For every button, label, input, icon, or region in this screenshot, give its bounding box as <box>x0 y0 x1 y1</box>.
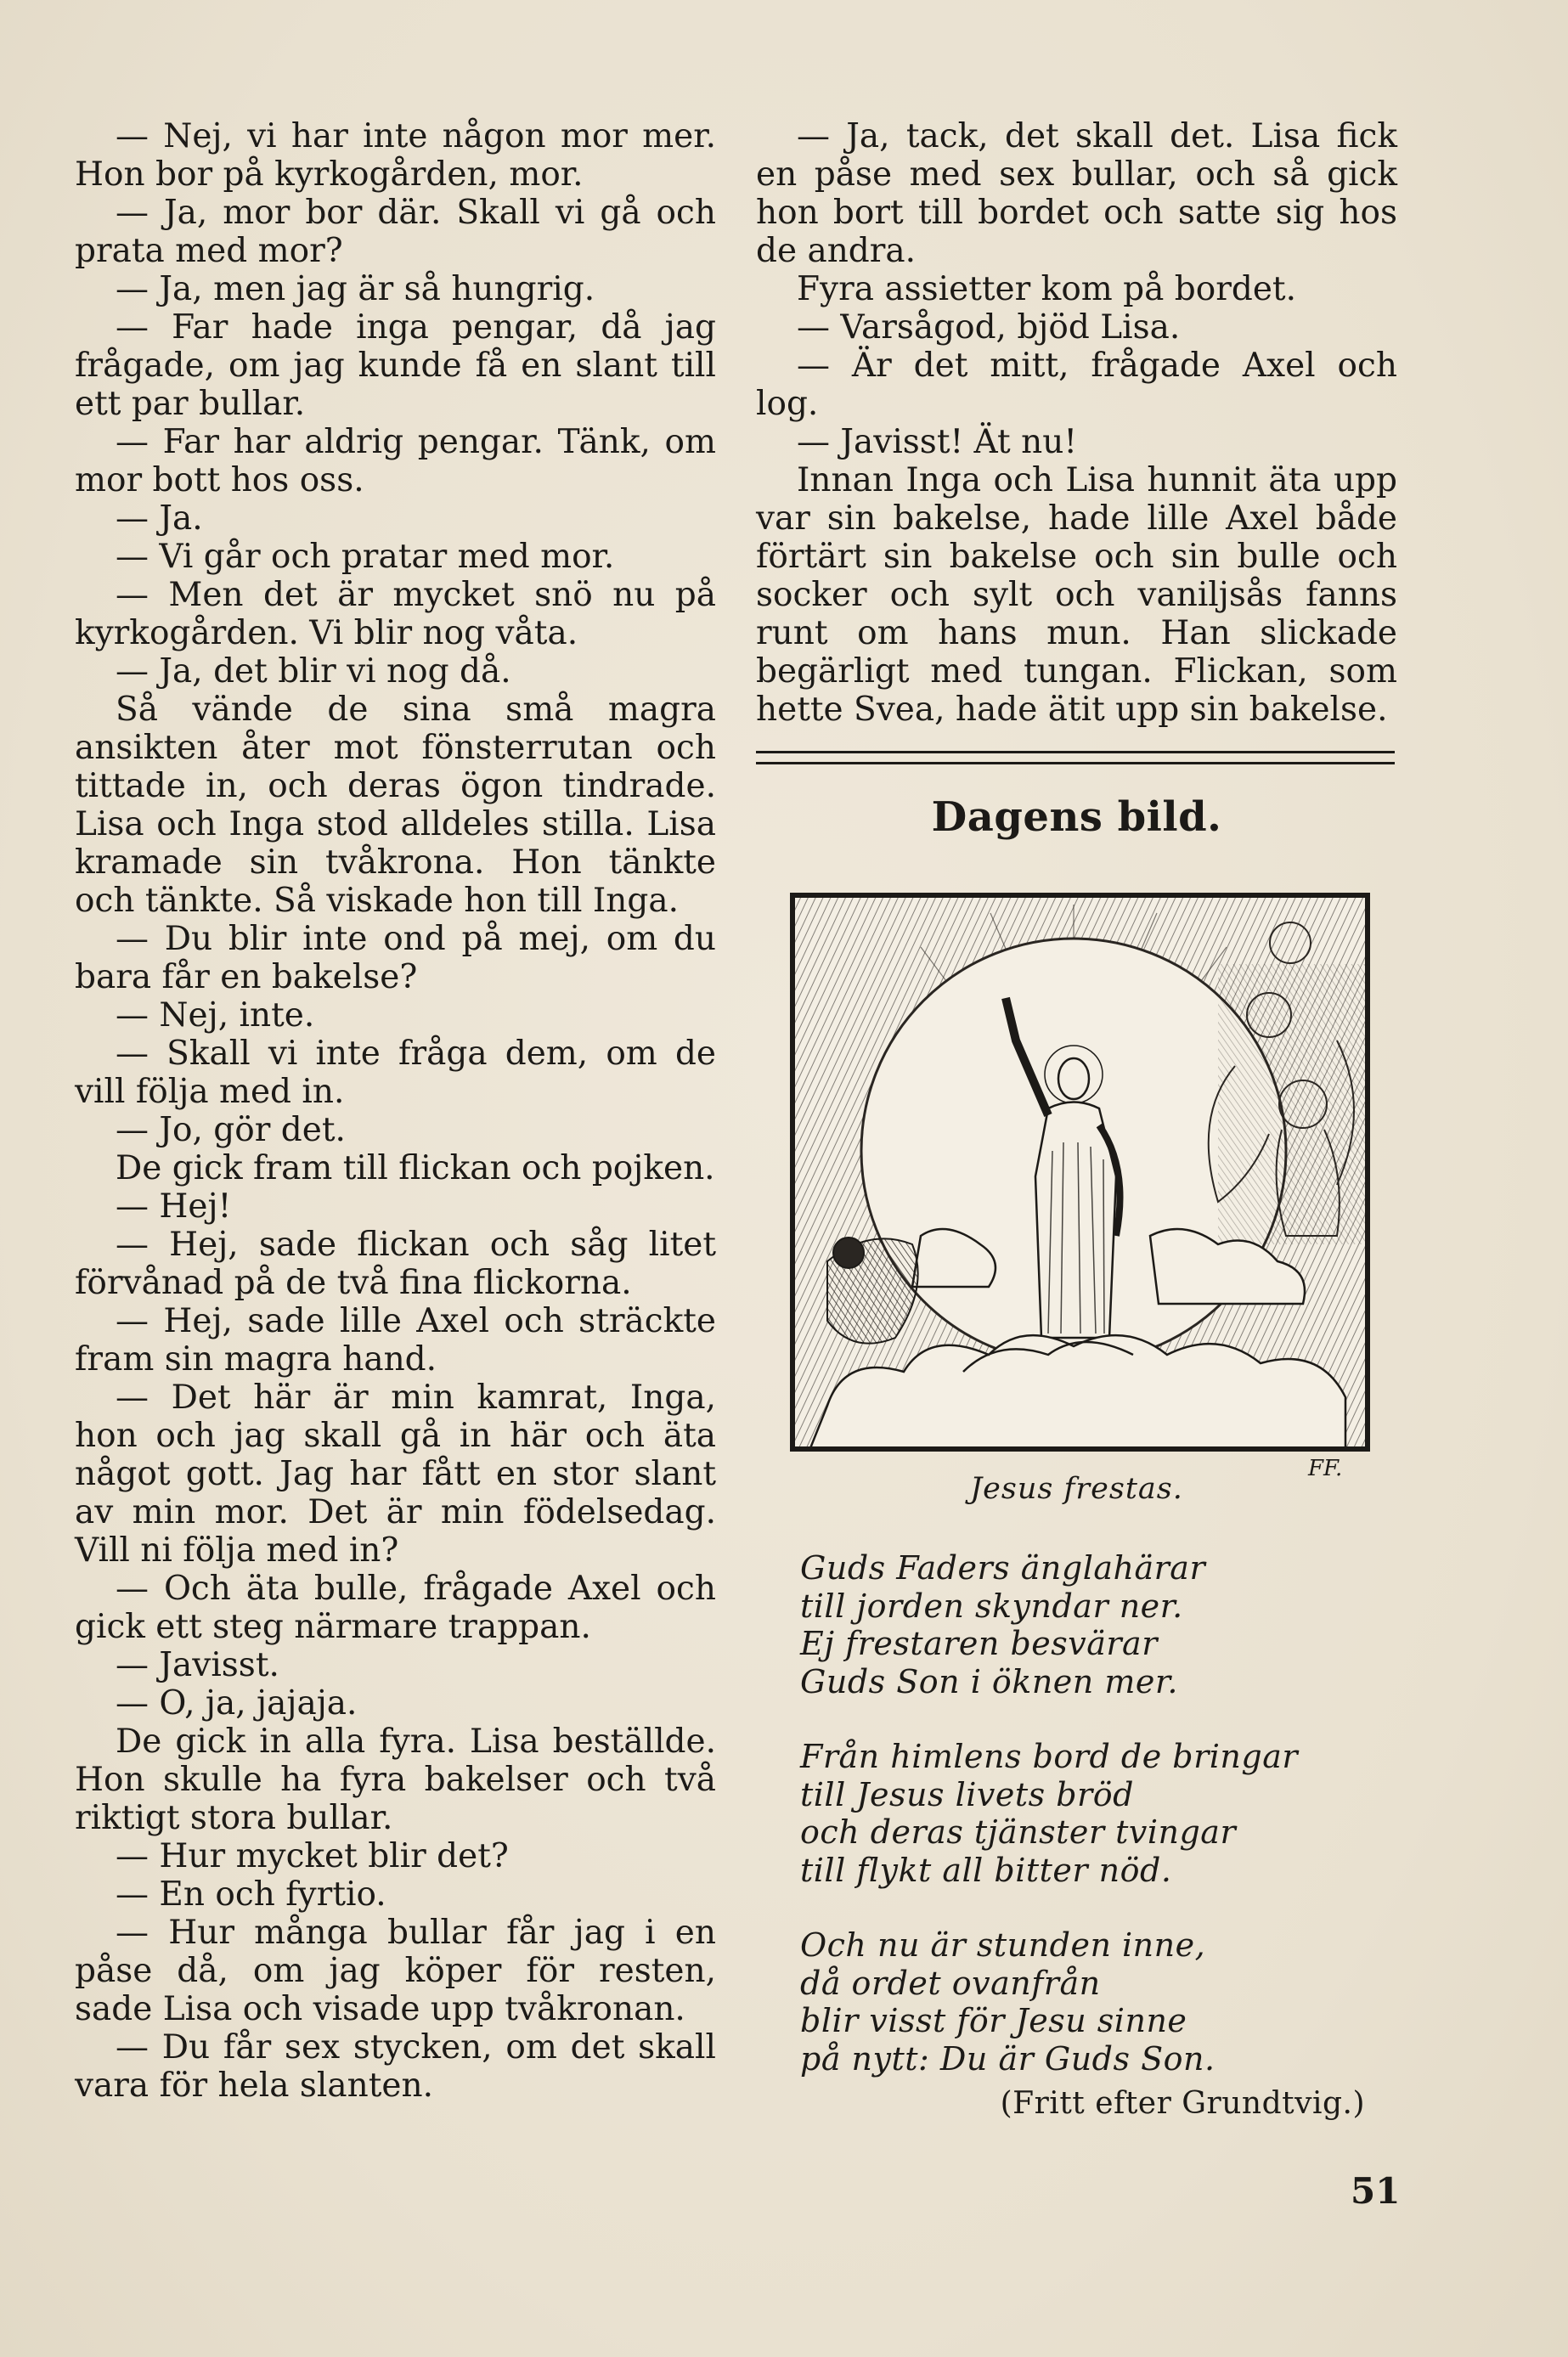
paragraph: — Ja, tack, det skall det. Lisa fick en påse med sex bullar, och så gick hon bort till bordet och satte sig hos de andra. <box>756 117 1397 270</box>
paragraph: Innan Inga och Lisa hunnit äta upp var sin bakelse, hade lille Axel både förtärt sin bakelse och sin bulle och socker och sylt och vaniljsås fanns runt om hans mun. Han slickade begärligt med tungan. Flickan, som hette Svea, hade ätit upp sin bakelse. <box>756 461 1397 729</box>
woodcut-illustration <box>793 896 1367 1448</box>
paragraph: — Och äta bulle, frågade Axel och gick ett steg närmare trappan. <box>75 1570 716 1646</box>
paragraph: — O, ja, jajaja. <box>116 1684 358 1723</box>
page-number: 51 <box>1351 2170 1401 2212</box>
paragraph: — Vi går och pratar med mor. <box>116 538 615 576</box>
paragraph: — Nej, vi har inte någon mor mer. Hon bor på kyrkogården, mor. <box>75 117 716 194</box>
poem-line: blir visst för Jesu sinne <box>800 2002 1187 2039</box>
paragraph: — Du blir inte ond på mej, om du bara får en bakelse? <box>75 920 716 996</box>
paragraph: — En och fyrtio. <box>116 1875 386 1914</box>
paragraph: De gick in alla fyra. Lisa beställde. Hon skulle ha fyra bakelser och två riktigt stora bullar. <box>75 1723 716 1837</box>
poem-stanza <box>800 1926 1397 2078</box>
paragraph: — Ja, mor bor där. Skall vi gå och prata med mor? <box>75 194 716 270</box>
paragraph: — Ja, men jag är så hungrig. <box>116 270 595 308</box>
poem-attribution: (Fritt efter Grundtvig.) <box>1000 2086 1365 2121</box>
poem-line: Och nu är stunden inne, <box>800 1926 1206 1964</box>
paragraph: De gick fram till flickan och pojken. <box>116 1149 715 1187</box>
paragraph: — Det här är min kamrat, Inga, hon och jag skall gå in här och äta något gott. Jag har fått en stor slant av min mor. Det är min födelsedag. Vill ni följa med in? <box>75 1379 716 1570</box>
jesus-illustration <box>790 893 1370 1452</box>
poem-stanza <box>800 1738 1397 1889</box>
paragraph: — Skall vi inte fråga dem, om de vill följa med in. <box>75 1035 716 1111</box>
paragraph: Fyra assietter kom på bordet. <box>797 270 1296 308</box>
poem-line: Ej frestaren besvärar <box>800 1625 1158 1662</box>
paragraph: — Du får sex stycken, om det skall vara för hela slanten. <box>75 2028 716 2105</box>
poem-line: på nytt: Du är Guds Son. <box>800 2039 1215 2078</box>
paragraph: — Varsågod, bjöd Lisa. <box>797 308 1181 347</box>
section-title: Dagens bild. <box>931 793 1222 841</box>
paragraph: — Javisst! Ät nu! <box>797 423 1078 461</box>
right-column <box>756 117 1397 2123</box>
paragraph: — Hej! <box>116 1187 232 1226</box>
paragraph: — Javisst. <box>116 1646 279 1684</box>
poem-line: då ordet ovanfrån <box>800 1964 1101 2002</box>
poem-line: till flykt all bitter nöd. <box>800 1851 1172 1889</box>
paragraph: — Är det mitt, frågade Axel och log. <box>756 347 1397 423</box>
illustration-caption: Jesus frestas. <box>970 1472 1183 1506</box>
illustrator-signature: FF. <box>1308 1456 1343 1481</box>
left-column <box>75 117 716 2105</box>
paragraph: — Hej, sade lille Axel och sträckte fram sin magra hand. <box>75 1302 716 1379</box>
paragraph: — Jo, gör det. <box>116 1111 346 1149</box>
paragraph: — Ja, det blir vi nog då. <box>116 652 511 691</box>
poem-line: och deras tjänster tvingar <box>800 1813 1237 1851</box>
poem <box>800 1549 1397 2078</box>
poem-line: till jorden skyndar ner. <box>800 1587 1183 1625</box>
paragraph: — Hej, sade flickan och såg litet förvånad på de två fina flickorna. <box>75 1226 716 1302</box>
paragraph: Så vände de sina små magra ansikten åter mot fönsterrutan och tittade in, och deras ögon tindrade. Lisa och Inga stod alldeles stilla. Lisa kramade sin tvåkrona. Hon tänkte och tänkte. Så viskade hon till Inga. <box>75 691 716 920</box>
paragraph: — Far hade inga pengar, då jag frågade, om jag kunde få en slant till ett par bullar. <box>75 308 716 423</box>
poem-line: Guds Son i öknen mer. <box>800 1662 1178 1700</box>
paragraph: — Nej, inte. <box>116 996 315 1035</box>
poem-line: Guds Faders änglahärar <box>800 1549 1206 1587</box>
paragraph: — Ja. <box>116 499 203 538</box>
paragraph: — Far har aldrig pengar. Tänk, om mor bott hos oss. <box>75 423 716 499</box>
paragraph: — Men det är mycket snö nu på kyrkogården. Vi blir nog våta. <box>75 576 716 652</box>
story-continuation <box>756 117 1397 729</box>
paragraph: — Hur många bullar får jag i en påse då, om jag köper för resten, sade Lisa och visade upp tvåkronan. <box>75 1914 716 2028</box>
section-divider <box>756 751 1395 764</box>
poem-line: Från himlens bord de bringar <box>800 1738 1299 1775</box>
poem-stanza <box>800 1549 1397 1700</box>
poem-line: till Jesus livets bröd <box>800 1775 1134 1813</box>
paragraph: — Hur mycket blir det? <box>116 1837 509 1875</box>
